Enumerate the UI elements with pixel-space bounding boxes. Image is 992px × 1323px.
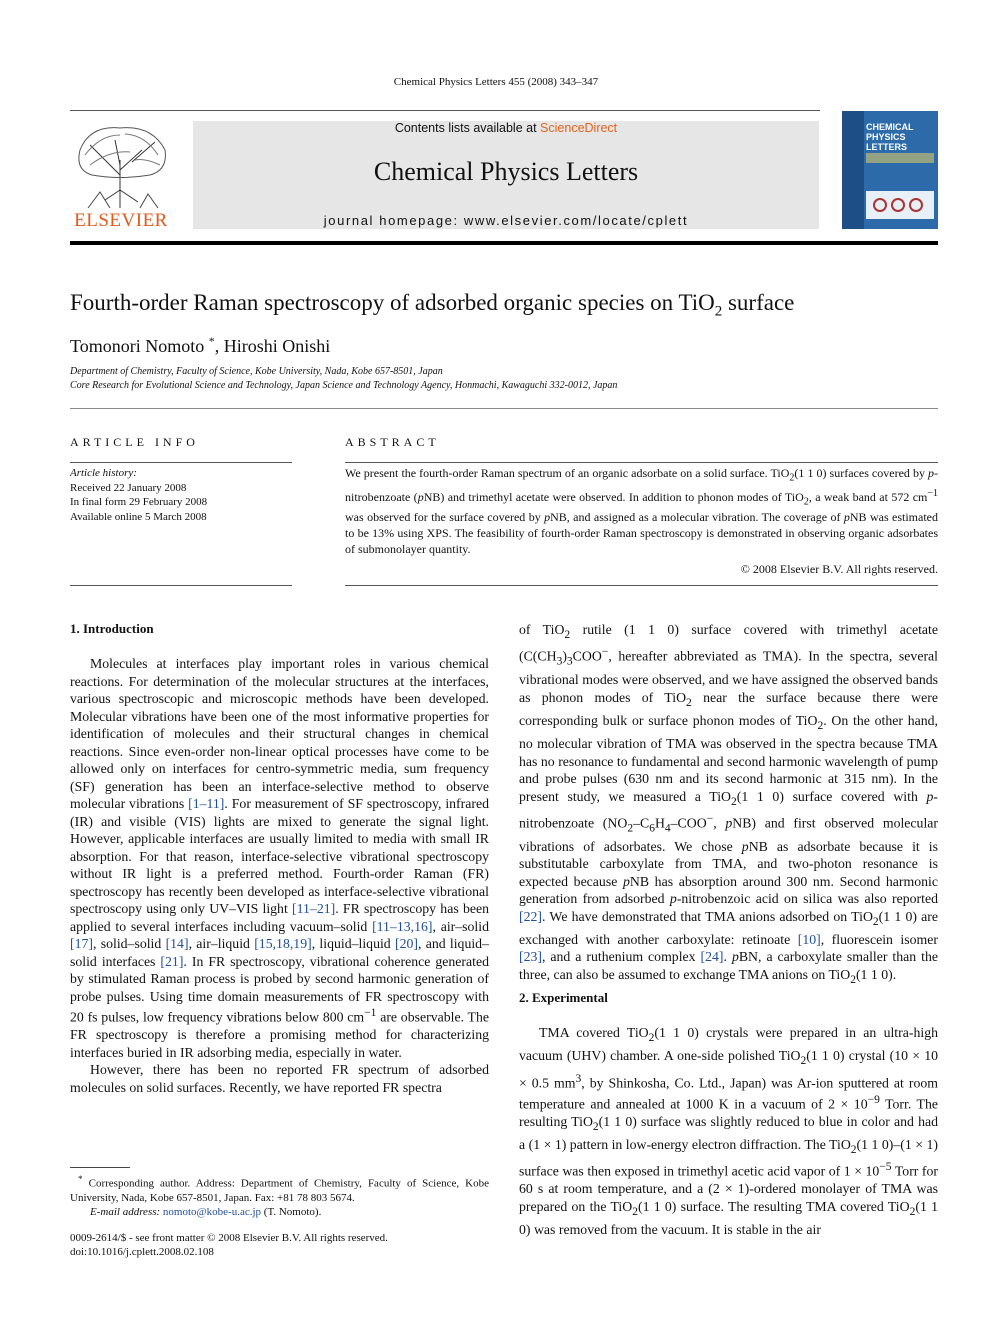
section-heading-experimental: 2. Experimental [519, 990, 608, 1005]
journal-cover[interactable] [842, 111, 938, 229]
corresponding-author-footnote: * Corresponding author. Address: Department of Chemistry, Faculty of Science, Kobe University, Nada, Kobe 657-8501, Japan. Fax: +81 78 803 5674. E-mail address: nomoto@kobe-u.ac.jp (T. Nomoto). [70, 1174, 489, 1218]
article-history: Article history: Received 22 January 2008 In final form 29 February 2008 Available online 5 March 2008 [70, 467, 208, 523]
journal-header [193, 121, 819, 229]
abstract-text: We present the fourth-order Raman spectrum of an organic adsorbate on a solid surface. TiO$_2$(1 1 0) surfaces covered by p-nitrobenzoate (pNB) and trimethyl acetate were observed. In addition to phonon modes of TiO$_2$, a weak band at 572 $cm^{-1}$ was observed for the surface covered by pNB, and assigned as a molecular vibration. The coverage of pNB was estimated to be 13% using XPS. The feasibility of fourth-order Raman spectroscopy is demonstrated in observing organic adsorbates of submonolayer quantity. [345, 466, 939, 556]
right-column-body: of TiO$_2$ rutile (1 1 0) surface covered with trimethyl acetate ($C(CH_3)_3COO^-$, hereafter abbreviated as TMA). In the spectra, several vibrational modes were observed, and we have assigned the observed bands as phonon modes of TiO$_2$ near the surface because there were corresponding bulk or surface phonon modes of TiO$_2$. On the other hand, no molecular vibration of TMA was observed in the spectra because TMA has no resonance to fundamental and second harmonic wavelength of pump and probe pulses (630 nm and its second harmonic at 315 nm). In the present study, we measured a TiO$_2$(1 1 0) surface covered with p-nitrobenzoate ($NO_2-C_6H_4-COO^-$, pNB) and first observed molecular vibrations of adsorbates. We chose pNB as adsorbate because it is substitutable carboxylate from TMA, and two-photon resonance is expected because pNB has absorption around 300 nm. Second harmonic generation from adsorbed p-nitrobenzoic acid on silica was also reported [22]. We have demonstrated that TMA anions adsorbed on TiO$_2$(1 1 0) are exchanged with another carboxylate: retinoate [10], fluorescein isomer [23], and a ruthenium complex [24]. pBN, a carboxylate smaller than the three, can also be assumed to exchange TMA anions on TiO$_2$(1 1 0). [519, 622, 938, 986]
header-bottom-rule [70, 241, 938, 245]
author-name[interactable]: Tomonori Nomoto [70, 336, 205, 356]
contents-line [193, 121, 819, 135]
author-list: Tomonori Nomoto *, Hiroshi Onishi [70, 334, 331, 356]
footnote-rule [70, 1167, 130, 1168]
email-link[interactable]: nomoto@kobe-u.ac.jp [162, 1205, 262, 1218]
section-heading-introduction: 1. Introduction [70, 621, 154, 636]
header-top-rule [70, 110, 820, 111]
cover-title: CHEMICAL PHYSICS LETTERS [866, 122, 914, 152]
divider [345, 585, 938, 586]
contents-prefix: Contents lists available at [394, 121, 537, 135]
divider [70, 462, 292, 463]
corresponding-mark[interactable]: * [208, 334, 215, 348]
affiliation: Department of Chemistry, Faculty of Science, Kobe University, Nada, Kobe 657-8501, Japan [70, 366, 443, 377]
elsevier-tree-icon [70, 120, 172, 210]
abstract-heading: ABSTRACT [345, 435, 440, 449]
journal-citation: Chemical Physics Letters 455 (2008) 343–347 [393, 76, 599, 88]
divider [70, 585, 292, 586]
copyright-notice: © 2008 Elsevier B.V. All rights reserved. [740, 562, 938, 576]
journal-title: Chemical Physics Letters [373, 157, 639, 186]
introduction-body: Molecules at interfaces play important roles in various chemical reactions. For determination of the molecular structures at the interfaces, various spectroscopic and microscopic methods have been developed. Molecular vibrations have been one of the most informative properties for identification of molecules and their structural changes in chemical reactions. Since even-order non-linear optical processes have come to be allowed only on interfaces for centro-symmetric media, sum frequency (SF) generation has been an interface-selective method to observe molecular vibrations [1–11]. For measurement of SF spectroscopy, infrared (IR) and visible (VIS) lights are mixed to generate the signal light. However, applicable interfaces are usually limited to media with small IR absorption. For that reason, interface-selective vibrational spectroscopy without IR light is a preferred method. Fourth-order Raman (FR) spectroscopy has recently been developed as interface-selective vibrational spectroscopy using only UV–VIS light [11–21]. FR spectroscopy has been applied to several interfaces including vacuum–solid [11–13,16], air–solid [17], solid–solid [14], air–liquid [15,18,19], liquid–liquid [20], and liquid–solid interfaces [21]. In FR spectroscopy, vibrational coherence generated by stimulated Raman process is probed by second harmonic generation of probe pulses. Using time domain measurements of FR spectroscopy with 20 fs pulses, low frequency vibrations below 800 $cm^{-1}$ are observable. The FR spectroscopy is therefore a promising method for characterizing interfaces buried in IR adsorbing media, especially in water. However, there has been no reported FR spectrum of adsorbed molecules on solid surfaces. Recently, we have reported FR spectra [70, 656, 489, 1095]
sciencedirect-link[interactable]: ScienceDirect [540, 121, 618, 135]
journal-homepage-link[interactable]: journal homepage: www.elsevier.com/locate/cplett [323, 213, 689, 228]
divider [70, 408, 938, 409]
issn-line: 0009-2614/$ - see front matter © 2008 Elsevier B.V. All rights reserved. [70, 1232, 388, 1244]
elsevier-logo[interactable] [70, 120, 172, 232]
experimental-body: TMA covered TiO$_2$(1 1 0) crystals were prepared in an ultra-high vacuum (UHV) chamber. A one-side polished TiO$_2$(1 1 0) crystal (10 × 10 × 0.5 $mm^3$, by Shinkosha, Co. Ltd., Japan) was Ar-ion sputtered at room temperature and annealed at 1000 K in a vacuum of $2 \times 10^{-9}$ Torr. The resulting TiO$_2$(1 1 0) surface was slightly reduced to blue in color and had a (1 × 1) pattern in low-energy electron diffraction. The TiO$_2$(1 1 0)–(1 × 1) surface was then exposed in trimethyl acetic acid vapor of $1 \times 10^{-5}$ Torr for 60 s at room temperature, and a (2 × 1)-ordered monolayer of TMA was prepared on the TiO$_2$(1 1 0) surface. The resulting TMA covered TiO$_2$(1 1 0) was removed from the vacuum. It is stable in the air [519, 1025, 939, 1238]
elsevier-wordmark: ELSEVIER [74, 210, 168, 231]
affiliation: Core Research for Evolutional Science and Technology, Japan Science and Technology Agency, Honmachi, Kawaguchi 332-0012, Japan [70, 380, 618, 391]
article-title: Fourth-order Raman spectroscopy of adsorbed organic species on TiO$_2$ surface [70, 290, 795, 320]
author-name[interactable]: Hiroshi Onishi [223, 336, 331, 356]
doi-link[interactable]: doi:10.1016/j.cplett.2008.02.108 [70, 1246, 214, 1258]
issn-doi [70, 1231, 388, 1259]
divider [345, 462, 938, 463]
article-info-heading: ARTICLE INFO [70, 435, 199, 449]
